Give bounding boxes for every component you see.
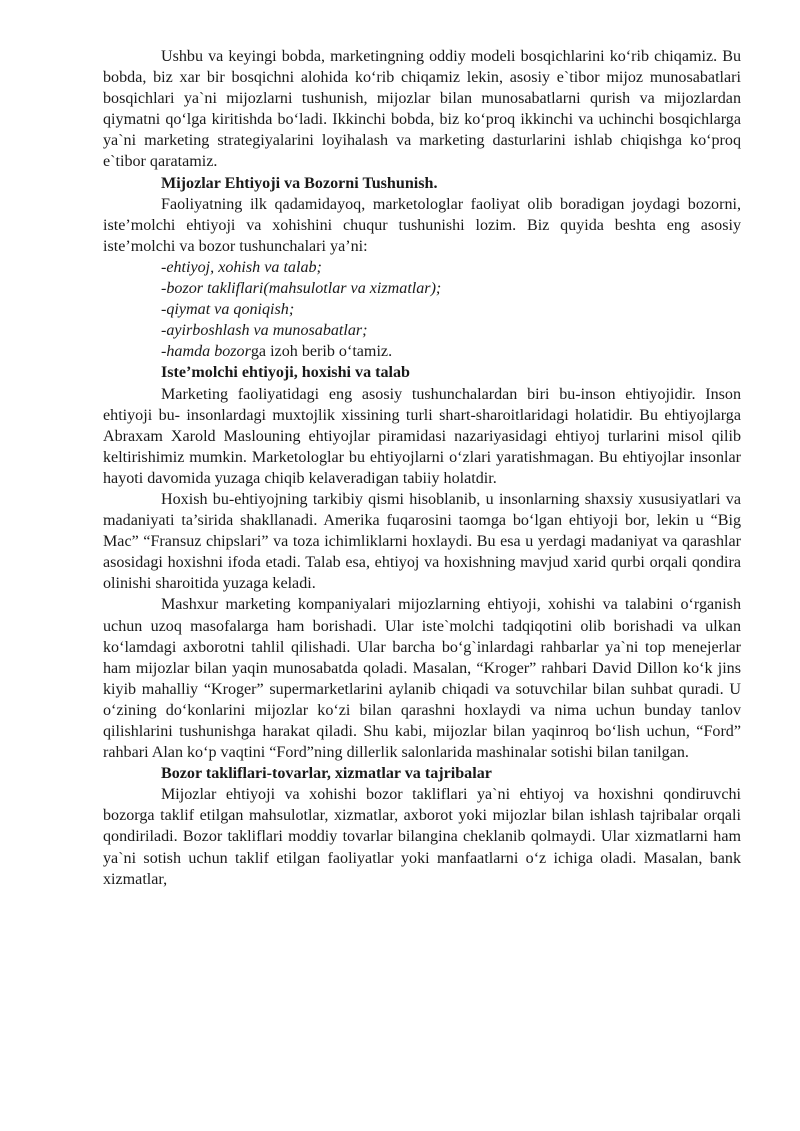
paragraph-human-needs: Marketing faoliyatidagi eng asosiy tushunchalardan biri bu-inson ehtiyojidir. Inson ehtiyoji bu- insonlardagi muxtojlik xissining turli shart-sharoitlaridagi holatidir. Bu ehtiyojlarga Abraxam Xarold Maslouning ehtiyojlar piramidasi nazariyasidagi ehtiyoj turlarini misol qilib keltirishimiz mumkin. Marketologlar bu ehtiyojlarni o‘zlari yaratishmagan. Bu ehtiyojlar insonlar hayoti davomida yuzaga chiqib kelaveradigan tabiiy holatdir. — [103, 385, 741, 487]
paragraph-market-offerings: Mijozlar ehtiyoji va xohishi bozor takliflari ya`ni ehtiyoj va hoxishni qondiruvchi bozorga taklif etilgan mahsulotlar, xizmatlar, axborot yoki mijozlar bilan ishlash tajribalar orqali qondiriladi. Bozor takliflari moddiy tovarlar bilangina cheklanib qolmaydi. Ular xizmatlarni ham ya`ni sotish uchun taklif etilgan faoliyatlar yoki manfaatlarni o‘z ichiga oladi. Masalan, bank xizmatlar, — [103, 786, 741, 888]
section-heading-needs-market: Mijozlar Ehtiyoji va Bozorni Tushunish. — [161, 174, 438, 192]
list-item-markets-italic: -hamda bozor — [161, 343, 251, 361]
document-page — [103, 46, 741, 890]
paragraph-market-understanding: Faoliyatning ilk qadamidayoq, marketologlar faoliyat olib boradigan joydagi bozorni, iste’molchi ehtiyoji va xohishini chuqur tushunishi lozim. Biz quyida beshta eng asosiy iste’molchi va bozor tushunchalari ya’ni: — [103, 195, 741, 255]
list-item-value-satisfaction: -qiymat va qoniqish; — [161, 301, 295, 319]
list-item-exchange-relationships: -ayirboshlash va munosabatlar; — [161, 322, 368, 340]
section-heading-consumer-needs: Iste’molchi ehtiyoji, hoxishi va talab — [161, 364, 411, 382]
intro-paragraph: Ushbu va keyingi bobda, marketingning oddiy modeli bosqichlarini ko‘rib chiqamiz. Bu bobda, biz xar bir bosqichni alohida ko‘rib chiqamiz lekin, asosiy e`tibor mijoz munosabatlari bosqichlari ya`ni mijozlarni tushunish, mijozlar bilan munosabatlarni qurish va mijozlardan qiymatni qo‘lga kiritishda bo‘ladi. Ikkinchi bobda, biz ko‘proq ikkinchi va uchinchi bosqichlarga ya`ni marketing strategiyalarini loyihalash va marketing dasturlarini ishlab chiqishga ko‘proq e`tibor qaratamiz. — [103, 48, 741, 171]
list-item-market-offerings: -bozor takliflari(mahsulotlar va xizmatlar); — [161, 280, 442, 298]
list-item-markets — [103, 341, 741, 362]
section-heading-market-offerings: Bozor takliflari-tovarlar, xizmatlar va tajribalar — [161, 765, 492, 783]
paragraph-wants: Hoxish bu-ehtiyojning tarkibiy qismi hisoblanib, u insonlarning shaxsiy xususiyatlari va madaniyati ta’sirida shakllanadi. Amerika fuqarosini taomga bo‘lgan ehtiyoji bor, lekin u “Big Mac” “Fransuz chipslari” va toza ichimliklarni hoxlaydi. Bu esa u yerdagi madaniyat va qarashlar asosidagi hoxishni ifoda etadi. Talab esa, ehtiyoj va hoxishning mavjud xarid qurbi orqali qondira olinishi sharoitida yuzaga keladi. — [103, 490, 741, 593]
list-item-markets-rest: ga izoh berib o‘tamiz. — [250, 343, 393, 361]
paragraph-companies-research: Mashxur marketing kompaniyalari mijozlarning ehtiyoji, xohishi va talabini o‘rganish uchun uzoq masofalarga ham borishadi. Ular iste`molchi tadqiqotini olib borishadi va ulkan ko‘lamdagi axborotni tahlil qilishadi. Ular barcha bo‘g`inlardagi rahbarlar ya`ni top menejerlar ham mijozlar bilan yaqin munosabatda qoladi. Masalan, “Kroger” rahbari David Dillon ko‘k jins kiyib mahalliy “Kroger” supermarketlarini aylanib chiqadi va sotuvchilar bilan suhbat quradi. U o‘zining do‘konlarini mijozlar ko‘zi bilan qarashni hoxlaydi va nima uchun bunday tanlov qilishlarini tushunishga harakat qiladi. Shu kabi, mijozlar bilan yaqinroq bo‘lish uchun, “Ford” rahbari Alan ko‘p vaqtini “Ford”ning dillerlik salonlarida mashinalar sotishi bilan tanilgan. — [103, 596, 741, 762]
list-item-needs: -ehtiyoj, xohish va talab; — [161, 258, 322, 276]
